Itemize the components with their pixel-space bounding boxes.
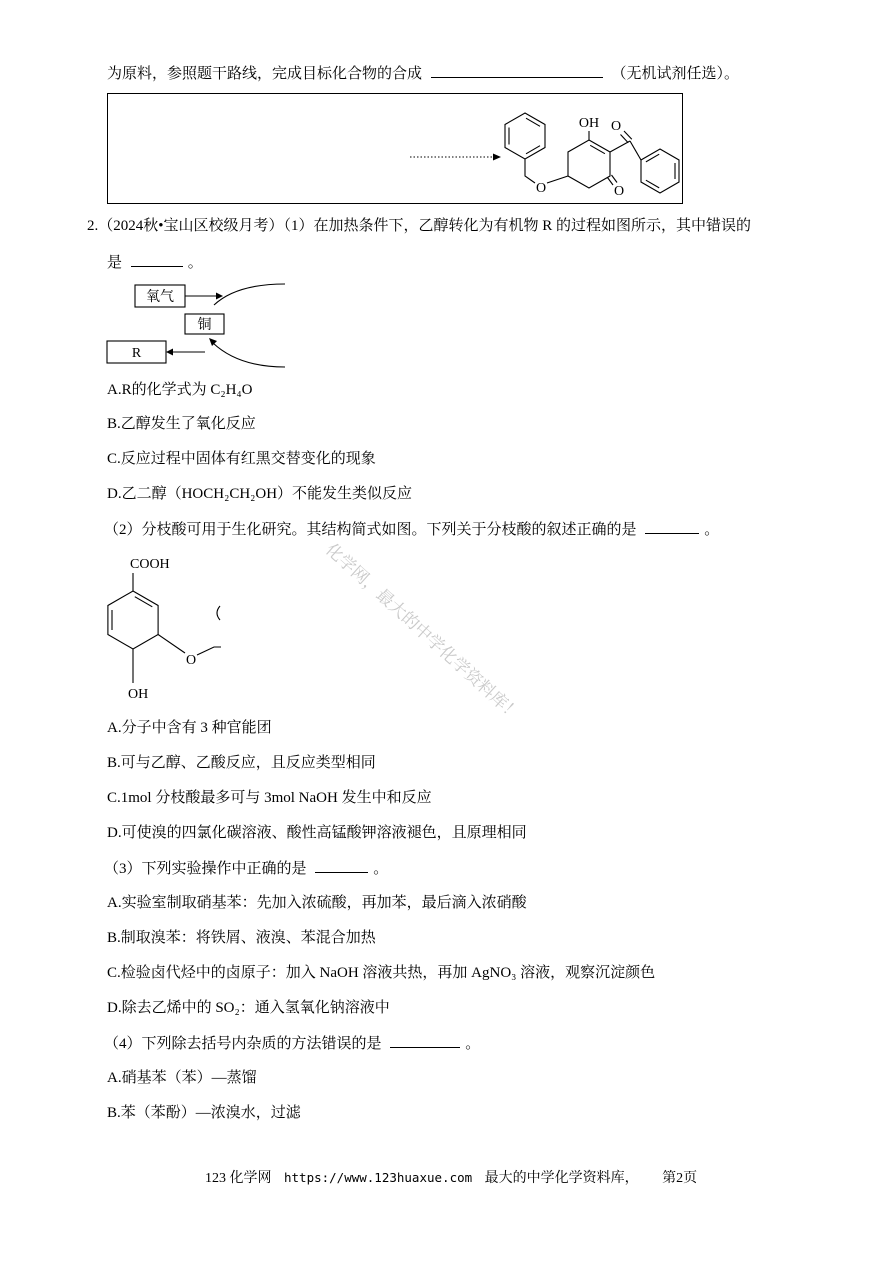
ether-oxygen-label: O bbox=[185, 653, 197, 668]
answer-blank bbox=[131, 252, 183, 267]
benzyl-ring bbox=[505, 113, 545, 159]
part-4-option-a: A.硝基苯（苯）—蒸馏 bbox=[107, 1070, 257, 1086]
truncated-fragment bbox=[217, 606, 220, 620]
ethanol-oxidation-diagram bbox=[100, 278, 300, 370]
target-compound-structure bbox=[108, 94, 682, 203]
part-2-option-d: D.可使溴的四氯化碳溶液、酸性高锰酸钾溶液褪色，且原理相同 bbox=[107, 825, 527, 841]
bottom-curve-arrow bbox=[209, 338, 285, 367]
part-1-stem-end bbox=[107, 252, 203, 273]
footer-slogan: 最大的中学化学资料库， bbox=[484, 1171, 639, 1186]
part-2-stem bbox=[104, 519, 719, 540]
stem-period: 。 bbox=[187, 255, 203, 271]
benzoyl-oxygen-label: O bbox=[610, 119, 622, 134]
intro-line bbox=[107, 63, 739, 84]
question-number-source: 2.（2024秋•宝山区校级月考） bbox=[87, 218, 284, 234]
answer-blank bbox=[431, 63, 603, 78]
part-1-option-d: D.乙二醇（HOCH₂CH₂OH）不能发生类似反应 bbox=[107, 486, 413, 502]
stem-period: 。 bbox=[704, 522, 720, 538]
part-2-option-c: C.1mol 分枝酸最多可与 3mol NaOH 发生中和反应 bbox=[107, 790, 432, 806]
ether-oxygen-label: O bbox=[535, 181, 547, 196]
part-3-option-c: C.检验卤代烃中的卤原子：加入 NaOH 溶液共热，再加 AgNO₃ 溶液，观察沉淀颜色 bbox=[107, 965, 656, 981]
part-2-option-b: B.可与乙醇、乙酸反应，且反应类型相同 bbox=[107, 755, 376, 771]
part-4-stem bbox=[104, 1033, 480, 1054]
top-curve bbox=[214, 284, 285, 305]
carboxyl-label: COOH bbox=[130, 557, 170, 572]
stem-period: 。 bbox=[465, 1036, 481, 1052]
part-4-stem-text: （4）下列除去括号内杂质的方法错误的是 bbox=[104, 1036, 382, 1052]
product-label: R bbox=[131, 346, 142, 361]
ether-bond bbox=[158, 635, 185, 654]
cyclohexenone-ring bbox=[568, 140, 610, 188]
question-2-stem bbox=[87, 216, 751, 236]
product-arrow bbox=[166, 349, 205, 356]
chorismic-acid-structure bbox=[100, 553, 230, 705]
part-3-stem bbox=[104, 858, 388, 879]
answer-blank bbox=[645, 519, 699, 534]
phenyl-bond bbox=[630, 141, 641, 160]
watermark: 化学网，最大的中学化学资料库！ bbox=[321, 539, 525, 725]
part-3-option-a: A.实验室制取硝基苯：先加入浓硫酸，再加苯，最后滴入浓硝酸 bbox=[107, 895, 527, 911]
hydroxyl-label: OH bbox=[578, 116, 600, 131]
phenyl-ring bbox=[641, 149, 679, 193]
part-1-stem: （1）在加热条件下，乙醇转化为有机物 R 的过程如图所示，其中错误的 bbox=[283, 218, 752, 234]
ketone-oxygen-label: O bbox=[613, 184, 625, 199]
intro-text: 为原料，参照题干路线，完成目标化合物的合成 bbox=[107, 66, 423, 82]
ch2-bond bbox=[525, 159, 535, 183]
part-3-stem-text: （3）下列实验操作中正确的是 bbox=[104, 861, 307, 877]
page-footer bbox=[205, 1169, 706, 1188]
part-1-option-c: C.反应过程中固体有红黑交替变化的现象 bbox=[107, 451, 376, 467]
acyl-bond bbox=[610, 141, 630, 152]
part-1-stem-cont: 是 bbox=[107, 255, 123, 271]
part-2-option-a: A.分子中含有 3 种官能团 bbox=[107, 720, 272, 736]
footer-url[interactable]: https://www.123huaxue.com bbox=[284, 1170, 473, 1185]
page-number: 第2页 bbox=[662, 1171, 698, 1186]
cyclohexadiene-ring bbox=[108, 591, 158, 649]
part-3-option-d: D.除去乙烯中的 SO₂：通入氢氧化钠溶液中 bbox=[107, 1000, 390, 1016]
oxygen-label: 氧气 bbox=[146, 290, 174, 305]
hydroxyl-label: OH bbox=[128, 687, 149, 702]
answer-blank bbox=[315, 858, 368, 873]
truncated-side-chain bbox=[197, 647, 221, 655]
footer-site: 123 化学网 bbox=[205, 1171, 272, 1186]
dotted-arrow bbox=[410, 154, 501, 161]
stem-period: 。 bbox=[373, 861, 389, 877]
part-3-option-b: B.制取溴苯：将铁屑、液溴、苯混合加热 bbox=[107, 930, 376, 946]
part-1-option-b: B.乙醇发生了氧化反应 bbox=[107, 416, 256, 432]
oxygen-arrow bbox=[185, 293, 223, 300]
part-2-stem-text: （2）分枝酸可用于生化研究。其结构简式如图。下列关于分枝酸的叙述正确的是 bbox=[104, 522, 637, 538]
part-1-option-a: A.R的化学式为 C₂H₄O bbox=[107, 382, 253, 398]
copper-label: 铜 bbox=[197, 318, 212, 333]
part-4-option-b: B.苯（苯酚）—浓溴水，过滤 bbox=[107, 1105, 301, 1121]
answer-blank bbox=[390, 1033, 460, 1048]
ether-bond bbox=[547, 176, 568, 183]
intro-text-end: （无机试剂任选）。 bbox=[611, 66, 740, 82]
